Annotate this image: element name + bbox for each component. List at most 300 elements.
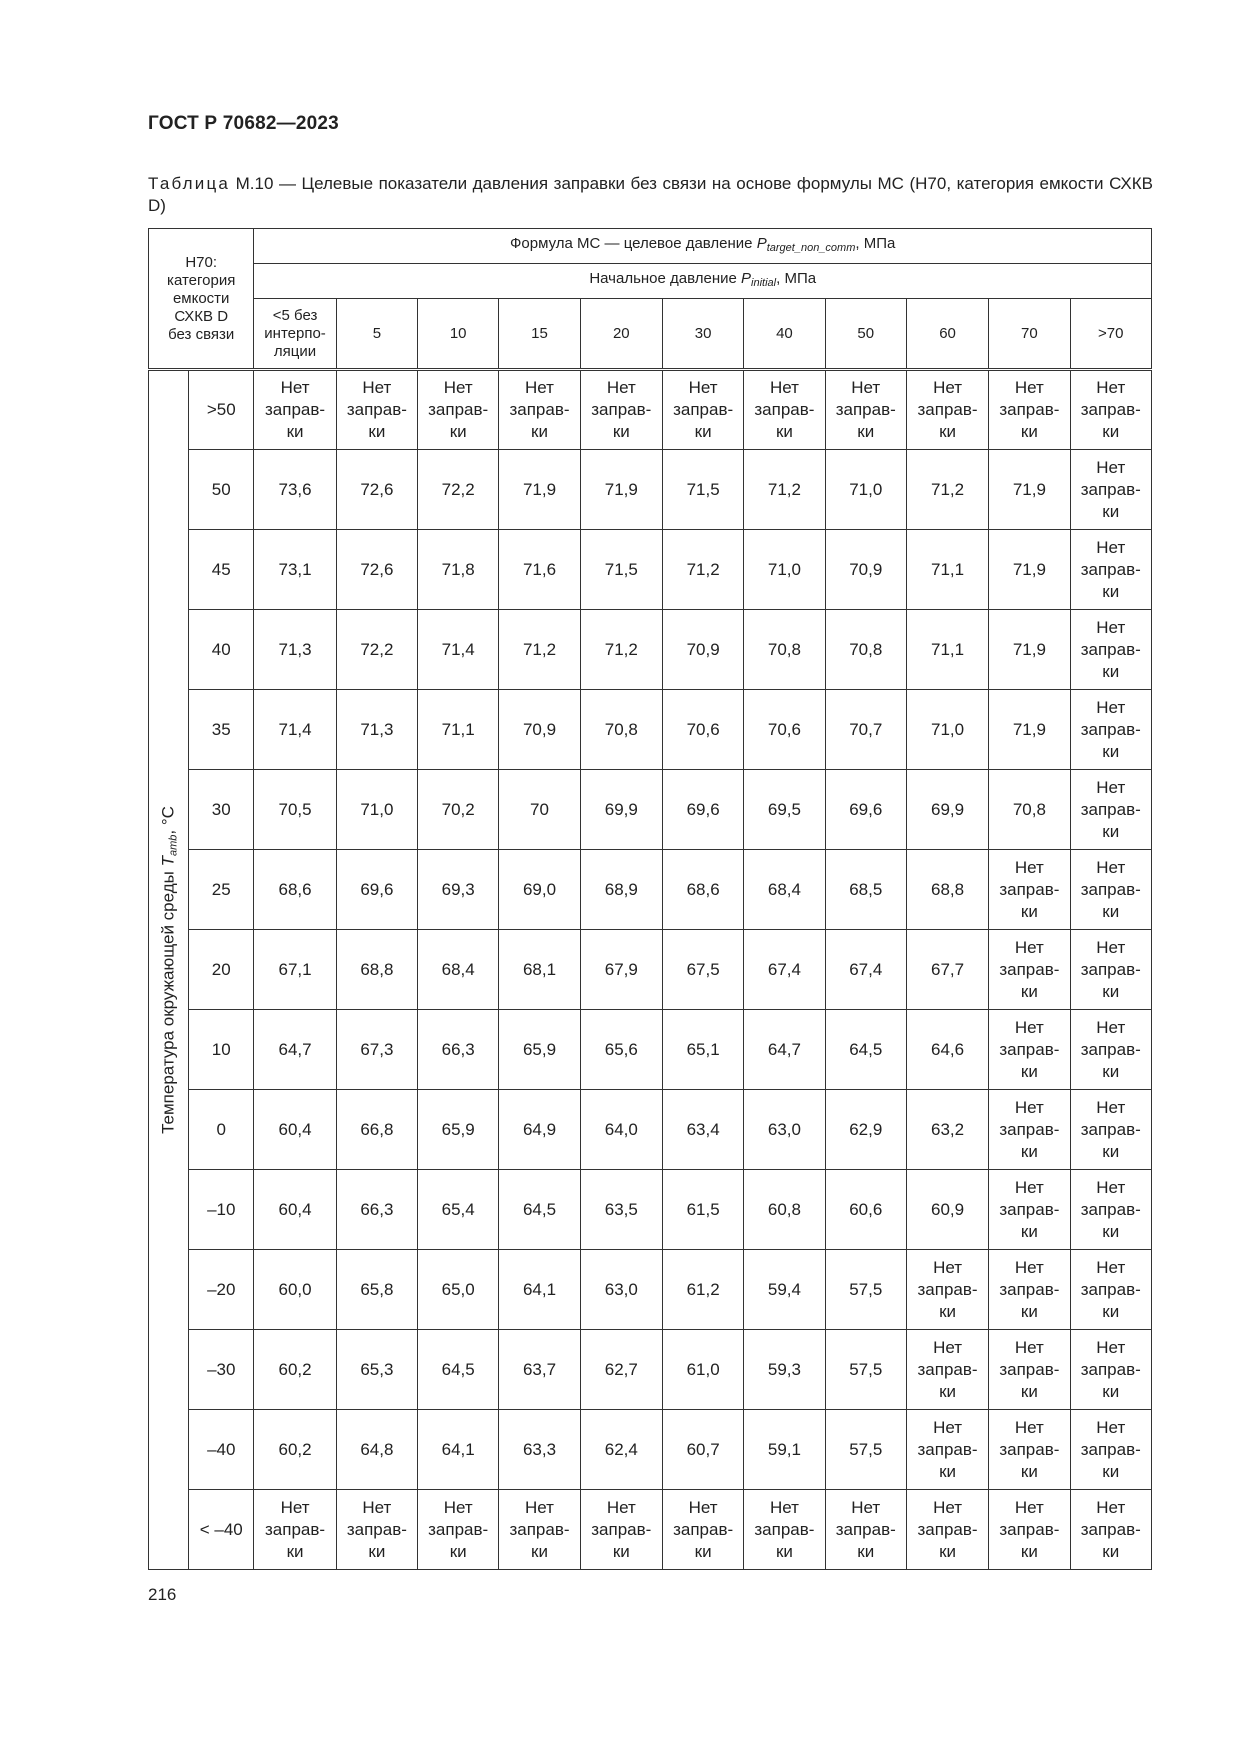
pressure-value-cell: 68,4 xyxy=(418,930,499,1010)
no-fill-cell xyxy=(254,1490,336,1570)
pressure-value-cell: 63,7 xyxy=(499,1330,580,1410)
no-fill-text: заправ- xyxy=(1080,719,1141,739)
no-fill-cell xyxy=(906,1410,988,1490)
pressure-value-cell: 70,2 xyxy=(418,770,499,850)
no-fill-text: Нет xyxy=(606,378,636,397)
no-fill-text: заправ- xyxy=(754,1519,815,1539)
temperature-cell: 20 xyxy=(189,930,254,1010)
document-code: ГОСТ Р 70682—2023 xyxy=(148,113,339,134)
no-fill-text: заправ- xyxy=(1080,1519,1141,1539)
pressure-value-cell: 60,4 xyxy=(254,1090,336,1170)
temperature-axis-label xyxy=(149,370,189,1570)
pressure-value-cell: 70,8 xyxy=(989,770,1070,850)
pressure-value-cell: 70,8 xyxy=(825,610,906,690)
no-fill-text: Нет xyxy=(1096,457,1126,477)
no-fill-cell xyxy=(1070,1170,1151,1250)
pressure-value-cell: 59,4 xyxy=(744,1250,825,1330)
no-fill-text: заправ- xyxy=(1080,400,1141,419)
pressure-value-cell: 57,5 xyxy=(825,1410,906,1490)
no-fill-text: Нет xyxy=(1014,1257,1044,1277)
no-fill-text: ки xyxy=(1020,1301,1038,1321)
temperature-cell: 50 xyxy=(189,450,254,530)
pressure-column-header: 15 xyxy=(499,299,580,370)
no-fill-text: ки xyxy=(286,422,304,441)
pressure-value-cell: 68,6 xyxy=(662,850,743,930)
no-fill-cell xyxy=(418,370,499,450)
no-fill-text: Нет xyxy=(1096,1177,1126,1197)
pressure-value-cell: 64,1 xyxy=(418,1410,499,1490)
table-body xyxy=(149,370,1152,1570)
no-fill-text: ки xyxy=(449,1541,467,1561)
no-fill-text: Нет xyxy=(1014,378,1044,397)
pressure-value-cell: 71,2 xyxy=(906,450,988,530)
no-fill-text: Нет xyxy=(1096,777,1126,797)
no-fill-text: заправ- xyxy=(917,1519,978,1539)
temperature-cell: –10 xyxy=(189,1170,254,1250)
no-fill-cell xyxy=(989,1010,1070,1090)
no-fill-text: заправ- xyxy=(999,959,1060,979)
pressure-column-header: 5 xyxy=(336,299,417,370)
caption-text: М.10 — Целевые показатели давления заправки без связи на основе формулы МС (Н70, категория емкости СХКВ D) xyxy=(148,174,1153,215)
no-fill-text: ки xyxy=(1020,1061,1038,1081)
no-fill-text: Нет xyxy=(525,1497,554,1517)
no-fill-cell xyxy=(336,370,417,450)
pressure-value-cell: 71,9 xyxy=(499,450,580,530)
axis-label-sub: amb xyxy=(167,834,180,857)
no-fill-text: ки xyxy=(1102,1141,1120,1161)
pressure-value-cell: 71,3 xyxy=(254,610,336,690)
no-fill-text: ки xyxy=(1102,741,1120,761)
pressure-value-cell: 68,4 xyxy=(744,850,825,930)
no-fill-text: ки xyxy=(775,1541,793,1561)
pressure-value-cell: 64,5 xyxy=(499,1170,580,1250)
pressure-value-cell: 69,6 xyxy=(662,770,743,850)
no-fill-cell xyxy=(989,1170,1070,1250)
no-fill-text: ки xyxy=(1020,901,1038,921)
pressure-value-cell: 71,2 xyxy=(580,610,662,690)
no-fill-text: Нет xyxy=(1014,1097,1044,1117)
no-fill-cell xyxy=(1070,690,1151,770)
no-fill-cell xyxy=(906,370,988,450)
corner-header-line: СХКВ D xyxy=(174,307,229,325)
no-fill-cell xyxy=(989,1250,1070,1330)
pressure-value-cell: 67,7 xyxy=(906,930,988,1010)
pressure-value-cell: 64,8 xyxy=(336,1410,417,1490)
pressure-value-cell: 70,9 xyxy=(662,610,743,690)
no-fill-text: ки xyxy=(939,1461,957,1481)
no-fill-text: заправ- xyxy=(999,1359,1060,1379)
no-fill-text: Нет xyxy=(1014,857,1044,877)
no-fill-text: заправ- xyxy=(917,1359,978,1379)
no-fill-text: Нет xyxy=(1096,857,1126,877)
pressure-value-cell: 57,5 xyxy=(825,1330,906,1410)
table-row xyxy=(149,930,1152,1010)
pressure-value-cell: 63,0 xyxy=(744,1090,825,1170)
pressure-value-cell: 68,9 xyxy=(580,850,662,930)
pressure-value-cell: 65,8 xyxy=(336,1250,417,1330)
pressure-value-cell: 62,9 xyxy=(825,1090,906,1170)
no-fill-text: ки xyxy=(1102,901,1120,921)
corner-header-line: Н70: xyxy=(185,253,218,271)
pressure-value-cell: 71,0 xyxy=(825,450,906,530)
no-fill-text: заправ- xyxy=(1080,879,1141,899)
table-row xyxy=(149,1330,1152,1410)
no-fill-text: заправ- xyxy=(835,1519,896,1539)
pressure-value-cell: 65,4 xyxy=(418,1170,499,1250)
pressure-value-cell: 68,5 xyxy=(825,850,906,930)
no-fill-text: ки xyxy=(775,422,793,441)
pressure-value-cell: 62,4 xyxy=(580,1410,662,1490)
no-fill-text: Нет xyxy=(1096,1497,1126,1517)
no-fill-text: заправ- xyxy=(346,1519,407,1539)
table-row xyxy=(149,1490,1152,1570)
no-fill-cell xyxy=(1070,1010,1151,1090)
no-fill-cell xyxy=(1070,1490,1151,1570)
no-fill-text: ки xyxy=(1020,1381,1038,1401)
pressure-value-cell: 70,5 xyxy=(254,770,336,850)
no-fill-cell xyxy=(499,1490,580,1570)
no-fill-text: заправ- xyxy=(428,1519,489,1539)
pressure-column-header: 40 xyxy=(744,299,825,370)
pressure-table xyxy=(148,228,1152,1570)
pressure-value-cell: 67,5 xyxy=(662,930,743,1010)
corner-header-line: без связи xyxy=(168,325,235,343)
no-fill-text: заправ- xyxy=(265,400,326,419)
no-fill-text: Нет xyxy=(362,1497,392,1517)
no-fill-text: заправ- xyxy=(591,400,652,419)
no-fill-cell xyxy=(580,1490,662,1570)
no-fill-text: ки xyxy=(939,422,957,441)
pressure-value-cell: 64,9 xyxy=(499,1090,580,1170)
no-fill-text: заправ- xyxy=(346,400,407,419)
no-fill-cell xyxy=(989,370,1070,450)
pressure-value-cell: 70,6 xyxy=(662,690,743,770)
temperature-cell: < –40 xyxy=(189,1490,254,1570)
pressure-value-cell: 60,2 xyxy=(254,1330,336,1410)
no-fill-cell xyxy=(744,1490,825,1570)
table-row xyxy=(149,1410,1152,1490)
no-fill-cell xyxy=(1070,530,1151,610)
no-fill-text: заправ- xyxy=(1080,559,1141,579)
pressure-column-header: <5 без интерпо-ляции xyxy=(254,299,336,370)
pressure-value-cell: 60,9 xyxy=(906,1170,988,1250)
pressure-value-cell: 60,4 xyxy=(254,1170,336,1250)
pressure-value-cell: 69,9 xyxy=(906,770,988,850)
no-fill-text: заправ- xyxy=(509,1519,570,1539)
pressure-value-cell: 68,8 xyxy=(336,930,417,1010)
no-fill-cell xyxy=(1070,1250,1151,1330)
temperature-cell: 25 xyxy=(189,850,254,930)
table-row xyxy=(149,850,1152,930)
no-fill-text: ки xyxy=(449,422,467,441)
pressure-value-cell: 71,9 xyxy=(989,610,1070,690)
pressure-value-cell: 64,6 xyxy=(906,1010,988,1090)
no-fill-cell xyxy=(989,1490,1070,1570)
no-fill-text: Нет xyxy=(1096,617,1126,637)
no-fill-text: Нет xyxy=(933,1497,963,1517)
pressure-value-cell: 62,7 xyxy=(580,1330,662,1410)
no-fill-cell xyxy=(662,370,743,450)
caption-label: Таблица xyxy=(148,174,231,193)
no-fill-text: заправ- xyxy=(265,1519,326,1539)
no-fill-text: заправ- xyxy=(1080,639,1141,659)
pressure-value-cell: 67,1 xyxy=(254,930,336,1010)
pressure-value-cell: 71,2 xyxy=(499,610,580,690)
no-fill-text: заправ- xyxy=(1080,1359,1141,1379)
no-fill-text: Нет xyxy=(1014,1497,1044,1517)
no-fill-text: заправ- xyxy=(1080,1199,1141,1219)
initial-pressure-header xyxy=(254,264,1152,299)
pressure-value-cell: 71,9 xyxy=(989,450,1070,530)
no-fill-text: Нет xyxy=(769,378,799,397)
no-fill-text: ки xyxy=(1102,1221,1120,1241)
no-fill-cell xyxy=(1070,770,1151,850)
formula-header-sub: target_non_comm xyxy=(766,242,856,254)
no-fill-text: ки xyxy=(612,422,630,441)
pressure-value-cell: 65,9 xyxy=(499,1010,580,1090)
no-fill-text: Нет xyxy=(688,378,718,397)
no-fill-text: заправ- xyxy=(1080,479,1141,499)
no-fill-text: ки xyxy=(1102,821,1120,841)
no-fill-text: ки xyxy=(857,422,875,441)
pressure-value-cell: 70,9 xyxy=(499,690,580,770)
temperature-cell: –30 xyxy=(189,1330,254,1410)
no-fill-text: заправ- xyxy=(1080,1439,1141,1459)
no-fill-text: Нет xyxy=(851,378,881,397)
no-fill-text: Нет xyxy=(1096,1017,1126,1037)
pressure-value-cell: 59,1 xyxy=(744,1410,825,1490)
pressure-value-cell: 64,7 xyxy=(744,1010,825,1090)
no-fill-text: ки xyxy=(939,1541,957,1561)
no-fill-text: ки xyxy=(694,1541,712,1561)
no-fill-cell xyxy=(499,370,580,450)
no-fill-cell xyxy=(906,1250,988,1330)
no-fill-text: ки xyxy=(612,1541,630,1561)
pressure-value-cell: 63,4 xyxy=(662,1090,743,1170)
no-fill-text: Нет xyxy=(851,1497,881,1517)
pressure-value-cell: 68,1 xyxy=(499,930,580,1010)
formula-header-prefix: Формула МС — целевое давление xyxy=(510,235,757,252)
no-fill-cell xyxy=(1070,850,1151,930)
pressure-column-header: 20 xyxy=(580,299,662,370)
no-fill-text: ки xyxy=(1102,581,1120,601)
pressure-value-cell: 71,2 xyxy=(662,530,743,610)
pressure-value-cell: 64,0 xyxy=(580,1090,662,1170)
no-fill-text: заправ- xyxy=(1080,959,1141,979)
pressure-value-cell: 71,9 xyxy=(989,690,1070,770)
pressure-value-cell: 70 xyxy=(499,770,580,850)
pressure-column-header: 50 xyxy=(825,299,906,370)
pressure-value-cell: 60,6 xyxy=(825,1170,906,1250)
pressure-value-cell: 71,5 xyxy=(662,450,743,530)
no-fill-text: Нет xyxy=(1096,537,1126,557)
pressure-value-cell: 61,5 xyxy=(662,1170,743,1250)
pressure-value-cell: 72,6 xyxy=(336,530,417,610)
no-fill-text: ки xyxy=(1020,1541,1038,1561)
pressure-value-cell: 71,9 xyxy=(580,450,662,530)
no-fill-text: заправ- xyxy=(509,400,570,419)
no-fill-text: Нет xyxy=(1014,937,1044,957)
no-fill-text: Нет xyxy=(443,378,473,397)
pressure-value-cell: 71,0 xyxy=(336,770,417,850)
temperature-cell: –20 xyxy=(189,1250,254,1330)
no-fill-text: Нет xyxy=(362,378,392,397)
no-fill-text: ки xyxy=(1102,1461,1120,1481)
corner-header xyxy=(149,229,254,370)
no-fill-cell xyxy=(1070,1090,1151,1170)
no-fill-cell xyxy=(906,1490,988,1570)
pressure-column-headers xyxy=(149,299,1152,370)
no-fill-text: ки xyxy=(1020,1221,1038,1241)
pressure-value-cell: 60,7 xyxy=(662,1410,743,1490)
no-fill-text: Нет xyxy=(1014,1177,1044,1197)
pressure-value-cell: 67,9 xyxy=(580,930,662,1010)
no-fill-text: ки xyxy=(1102,422,1120,441)
no-fill-text: заправ- xyxy=(1080,799,1141,819)
table-caption xyxy=(148,173,1153,217)
pressure-value-cell: 68,8 xyxy=(906,850,988,930)
no-fill-text: заправ- xyxy=(999,1119,1060,1139)
no-fill-text: Нет xyxy=(1014,1337,1044,1357)
axis-label-prefix: Температура окружающей среды xyxy=(158,866,178,1134)
pressure-column-header: >70 xyxy=(1070,299,1151,370)
no-fill-text: ки xyxy=(368,1541,386,1561)
no-fill-text: ки xyxy=(857,1541,875,1561)
pressure-value-cell: 66,3 xyxy=(336,1170,417,1250)
table-row xyxy=(149,1250,1152,1330)
pressure-value-cell: 71,8 xyxy=(418,530,499,610)
pressure-value-cell: 61,0 xyxy=(662,1330,743,1410)
no-fill-text: Нет xyxy=(1096,697,1126,717)
table-row xyxy=(149,530,1152,610)
axis-label-unit: , °C xyxy=(158,806,178,835)
no-fill-text: ки xyxy=(1102,1541,1120,1561)
pressure-value-cell: 60,2 xyxy=(254,1410,336,1490)
initial-header-sub: initial xyxy=(751,277,777,289)
no-fill-cell xyxy=(989,1330,1070,1410)
no-fill-cell xyxy=(336,1490,417,1570)
no-fill-text: ки xyxy=(1102,501,1120,521)
no-fill-text: заправ- xyxy=(999,1279,1060,1299)
pressure-column-header: 70 xyxy=(989,299,1070,370)
pressure-value-cell: 71,4 xyxy=(254,690,336,770)
table-row xyxy=(149,1010,1152,1090)
no-fill-cell xyxy=(418,1490,499,1570)
table-row xyxy=(149,1170,1152,1250)
pressure-value-cell: 65,1 xyxy=(662,1010,743,1090)
no-fill-text: Нет xyxy=(933,1337,963,1357)
no-fill-text: Нет xyxy=(606,1497,636,1517)
pressure-value-cell: 71,9 xyxy=(989,530,1070,610)
no-fill-text: Нет xyxy=(769,1497,799,1517)
no-fill-text: ки xyxy=(1020,1461,1038,1481)
table-row xyxy=(149,770,1152,850)
temperature-cell: 45 xyxy=(189,530,254,610)
pressure-value-cell: 71,2 xyxy=(744,450,825,530)
no-fill-text: заправ- xyxy=(917,1439,978,1459)
no-fill-text: заправ- xyxy=(754,400,815,419)
no-fill-text: Нет xyxy=(1096,1417,1126,1437)
no-fill-cell xyxy=(1070,930,1151,1010)
no-fill-text: ки xyxy=(531,1541,548,1561)
temperature-cell: –40 xyxy=(189,1410,254,1490)
no-fill-text: заправ- xyxy=(999,400,1060,419)
no-fill-text: Нет xyxy=(280,1497,310,1517)
pressure-value-cell: 63,2 xyxy=(906,1090,988,1170)
no-fill-cell xyxy=(1070,450,1151,530)
no-fill-cell xyxy=(1070,610,1151,690)
pressure-value-cell: 73,1 xyxy=(254,530,336,610)
pressure-value-cell: 67,3 xyxy=(336,1010,417,1090)
no-fill-text: Нет xyxy=(1096,1257,1126,1277)
no-fill-text: заправ- xyxy=(999,1199,1060,1219)
no-fill-cell xyxy=(989,1090,1070,1170)
pressure-value-cell: 71,0 xyxy=(906,690,988,770)
no-fill-cell xyxy=(906,1330,988,1410)
pressure-value-cell: 61,2 xyxy=(662,1250,743,1330)
pressure-value-cell: 70,7 xyxy=(825,690,906,770)
temperature-cell: 0 xyxy=(189,1090,254,1170)
pressure-value-cell: 67,4 xyxy=(744,930,825,1010)
no-fill-cell xyxy=(989,850,1070,930)
pressure-value-cell: 67,4 xyxy=(825,930,906,1010)
no-fill-text: ки xyxy=(694,422,712,441)
no-fill-text: заправ- xyxy=(835,400,896,419)
no-fill-cell xyxy=(580,370,662,450)
pressure-value-cell: 70,9 xyxy=(825,530,906,610)
no-fill-cell xyxy=(1070,1410,1151,1490)
pressure-value-cell: 71,5 xyxy=(580,530,662,610)
temperature-cell: >50 xyxy=(189,370,254,450)
no-fill-text: Нет xyxy=(1014,1017,1044,1037)
pressure-value-cell: 60,0 xyxy=(254,1250,336,1330)
pressure-value-cell: 64,7 xyxy=(254,1010,336,1090)
pressure-value-cell: 70,8 xyxy=(580,690,662,770)
no-fill-cell xyxy=(662,1490,743,1570)
no-fill-text: Нет xyxy=(1096,378,1126,397)
no-fill-text: ки xyxy=(1102,661,1120,681)
no-fill-text: заправ- xyxy=(999,1439,1060,1459)
pressure-value-cell: 60,8 xyxy=(744,1170,825,1250)
no-fill-text: ки xyxy=(1102,1061,1120,1081)
pressure-value-cell: 71,3 xyxy=(336,690,417,770)
pressure-column-header: 60 xyxy=(906,299,988,370)
corner-header-line: категория xyxy=(167,271,236,289)
no-fill-text: Нет xyxy=(933,1417,963,1437)
pressure-value-cell: 65,6 xyxy=(580,1010,662,1090)
pressure-value-cell: 71,1 xyxy=(906,610,988,690)
no-fill-text: ки xyxy=(1102,1301,1120,1321)
no-fill-cell xyxy=(989,930,1070,1010)
table-row xyxy=(149,690,1152,770)
pressure-value-cell: 64,5 xyxy=(418,1330,499,1410)
no-fill-text: заправ- xyxy=(428,400,489,419)
no-fill-text: Нет xyxy=(1096,937,1126,957)
no-fill-text: заправ- xyxy=(999,1039,1060,1059)
temperature-cell: 35 xyxy=(189,690,254,770)
pressure-column-header: 30 xyxy=(662,299,743,370)
no-fill-text: заправ- xyxy=(917,1279,978,1299)
formula-header-symbol: P xyxy=(756,235,767,252)
no-fill-text: Нет xyxy=(933,1257,963,1277)
no-fill-text: Нет xyxy=(443,1497,473,1517)
initial-header-symbol: P xyxy=(741,270,752,287)
no-fill-cell xyxy=(1070,370,1151,450)
no-fill-text: заправ- xyxy=(917,400,978,419)
no-fill-text: ки xyxy=(286,1541,304,1561)
pressure-value-cell: 71,4 xyxy=(418,610,499,690)
no-fill-text: заправ- xyxy=(1080,1039,1141,1059)
